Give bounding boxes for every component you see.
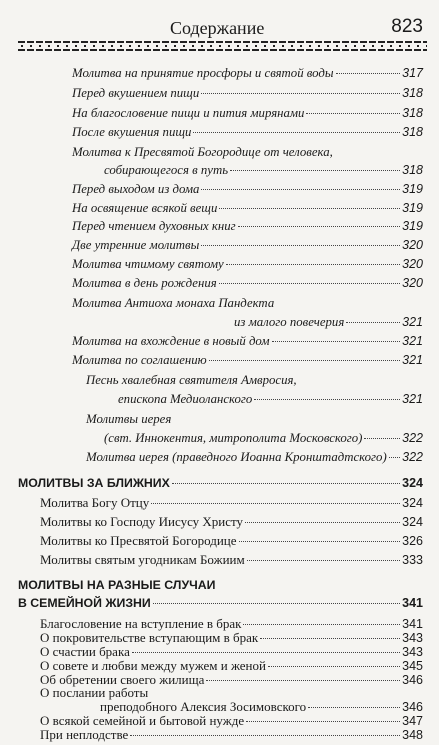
toc-entry[interactable]: Молитва в день рождения 320 <box>72 276 423 290</box>
dot-leader <box>243 624 400 625</box>
toc-entry-first-line: Молитва Антиоха монаха Пандекта <box>72 296 275 310</box>
page-header <box>18 0 427 56</box>
decorative-rule <box>18 41 427 51</box>
toc-entry[interactable]: преподобного Алексия Зосимовского 346 <box>100 699 423 715</box>
dot-leader <box>151 503 400 504</box>
toc-section-heading[interactable]: МОЛИТВЫ ЗА БЛИЖНИХ 324 <box>18 476 423 490</box>
toc-entry[interactable]: Молитва по соглашению 321 <box>72 353 423 367</box>
toc-entry-first-line: Песнь хвалебная святителя Амвросия, <box>86 373 297 387</box>
toc-entry[interactable]: из малого повечерия 321 <box>234 315 423 329</box>
toc-entry[interactable]: Перед чтением духовных книг 319 <box>72 219 423 233</box>
toc-entry[interactable]: Молитва иерея (праведного Иоанна Кронштадтского) 322 <box>86 450 423 464</box>
dot-leader <box>238 226 401 227</box>
toc-entry[interactable]: епископа Медиоланского 321 <box>118 392 423 406</box>
toc-entry[interactable]: Молитва на принятие просфоры и святой воды 317 <box>72 66 423 80</box>
dot-leader <box>239 541 401 542</box>
dot-leader <box>268 666 400 667</box>
dot-leader <box>272 341 401 342</box>
toc-entry[interactable]: Молитва чтимому святому 320 <box>72 257 423 271</box>
dot-leader <box>226 264 400 265</box>
dot-leader <box>193 132 400 133</box>
toc-entry-first-line: Молитва к Пресвятой Богородице от человека, <box>72 145 333 159</box>
dot-leader <box>153 603 400 604</box>
toc-entry-first-line: Молитвы иерея <box>86 412 172 426</box>
dot-leader <box>209 360 400 361</box>
dot-leader <box>364 438 400 439</box>
toc-entry[interactable]: Молитвы святым угодникам Божиим 333 <box>40 552 423 567</box>
dot-leader <box>132 652 400 653</box>
toc-entry[interactable]: На благословение пищи и пития мирянами 318 <box>72 106 423 120</box>
toc-entry[interactable]: Молитвы ко Пресвятой Богородице 326 <box>40 533 423 548</box>
dot-leader <box>245 522 400 523</box>
dot-leader <box>336 73 401 74</box>
dot-leader <box>246 721 400 722</box>
dot-leader <box>219 208 400 209</box>
dot-leader <box>308 707 400 708</box>
dot-leader <box>206 680 400 681</box>
toc-entry[interactable]: Перед вкушением пищи 318 <box>72 86 423 100</box>
dot-leader <box>219 283 400 284</box>
toc-entry[interactable]: Молитва Богу Отцу 324 <box>40 495 423 510</box>
dot-leader <box>260 638 400 639</box>
toc-entry[interactable]: На освящение всякой вещи 319 <box>72 201 423 215</box>
toc-section-heading-first-line: МОЛИТВЫ НА РАЗНЫЕ СЛУЧАИ <box>18 578 216 592</box>
dot-leader <box>389 457 400 458</box>
toc-entry[interactable]: О всякой семейной и бытовой нужде 347 <box>40 713 423 729</box>
toc-entry[interactable]: О счастии брака 343 <box>40 643 423 659</box>
dot-leader <box>201 189 400 190</box>
page-number: 823 <box>391 16 423 37</box>
toc-entry[interactable]: Две утренние молитвы 320 <box>72 238 423 252</box>
page-title: Содержание <box>170 18 265 38</box>
dot-leader <box>230 170 400 171</box>
toc-entry[interactable]: Перед выходом из дома 319 <box>72 182 423 196</box>
dot-leader <box>172 483 400 484</box>
toc-entry[interactable]: собирающегося в путь 318 <box>104 163 423 177</box>
toc-entry-first-line: О послании работы <box>40 685 149 701</box>
toc-entry[interactable]: О покровительстве вступающим в брак 343 <box>40 629 423 645</box>
dot-leader <box>130 735 400 736</box>
toc-entry[interactable]: О совете и любви между мужем и женой 345 <box>40 657 423 673</box>
toc-entry[interactable]: Молитва на вхождение в новый дом 321 <box>72 334 423 348</box>
dot-leader <box>201 245 400 246</box>
dot-leader <box>346 322 400 323</box>
dot-leader <box>254 399 400 400</box>
toc-entry[interactable]: Об обретении своего жилища 346 <box>40 671 423 687</box>
toc-entry[interactable]: При неплодстве 348 <box>40 727 423 742</box>
toc-entry[interactable]: Благословение на вступление в брак 341 <box>40 616 423 631</box>
dot-leader <box>201 93 400 94</box>
toc-entry[interactable]: После вкушения пищи 318 <box>72 125 423 139</box>
toc-section-heading[interactable]: В СЕМЕЙНОЙ ЖИЗНИ 341 <box>18 596 423 610</box>
dot-leader <box>247 560 400 561</box>
toc-entry[interactable]: Молитвы ко Господу Иисусу Христу 324 <box>40 514 423 529</box>
dot-leader <box>306 113 400 114</box>
toc-entry[interactable]: (свт. Иннокентия, митрополита Московского) 322 <box>104 431 423 445</box>
